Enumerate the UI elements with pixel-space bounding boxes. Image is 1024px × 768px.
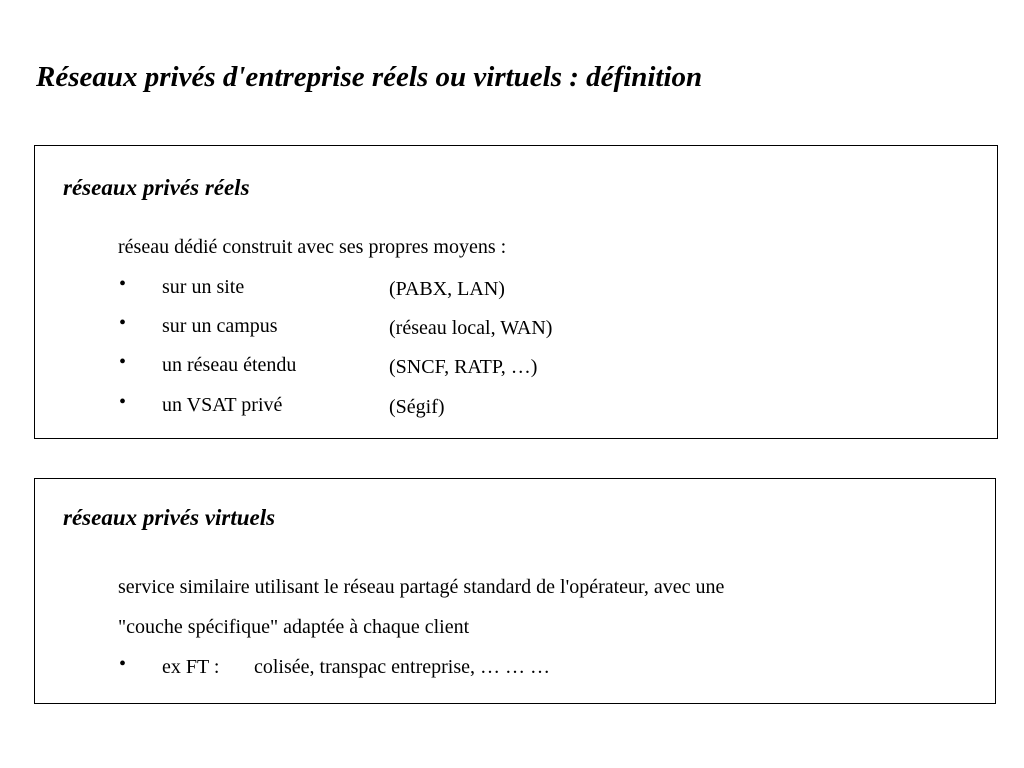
item-label: un réseau étendu: [162, 354, 297, 376]
virtual-networks-box: [34, 478, 996, 704]
item-detail: (SNCF, RATP, …): [389, 356, 538, 378]
bullet-icon: •: [119, 273, 127, 295]
virtual-networks-description-line2: "couche spécifique" adaptée à chaque client: [118, 616, 470, 638]
bullet-icon: •: [119, 653, 127, 675]
real-networks-intro: réseau dédié construit avec ses propres moyens :: [118, 236, 507, 258]
item-label: un VSAT privé: [162, 394, 283, 416]
item-label: sur un campus: [162, 315, 278, 337]
item-detail: (Ségif): [389, 396, 445, 418]
bullet-icon: •: [119, 391, 127, 413]
virtual-networks-description-line1: service similaire utilisant le réseau partagé standard de l'opérateur, avec une: [118, 576, 725, 598]
item-detail: (PABX, LAN): [389, 278, 505, 300]
example-label: ex FT :: [162, 656, 220, 678]
bullet-icon: •: [119, 351, 127, 373]
virtual-networks-heading: réseaux privés virtuels: [63, 505, 276, 530]
bullet-icon: •: [119, 312, 127, 334]
item-label: sur un site: [162, 276, 245, 298]
slide-title: Réseaux privés d'entreprise réels ou virtuels : définition: [36, 61, 703, 93]
item-detail: (réseau local, WAN): [389, 317, 553, 339]
real-networks-heading: réseaux privés réels: [63, 175, 250, 200]
real-networks-box: [34, 145, 998, 439]
example-detail: colisée, transpac entreprise, … … …: [254, 656, 551, 678]
